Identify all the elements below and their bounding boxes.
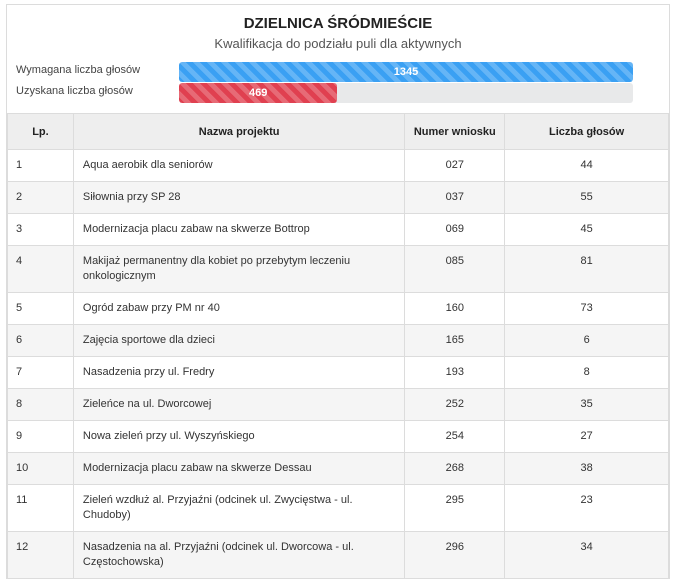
cell-votes: 23 [505,485,669,532]
cell-name: Nowa zieleń przy ul. Wyszyńskiego [73,421,404,453]
cell-lp: 1 [8,150,74,182]
obtained-votes-track [179,83,633,103]
table-row [8,485,669,532]
cell-name: Modernizacja placu zabaw na skwerze Dessau [73,453,404,485]
required-votes-bar: 1345 [179,62,633,82]
table-row [8,150,669,182]
cell-number: 193 [405,357,505,389]
page-subtitle: Kwalifikacja do podziału puli dla aktywnych [214,36,462,51]
table-row [8,325,669,357]
cell-lp: 11 [8,485,74,532]
cell-name: Ogród zabaw przy PM nr 40 [73,293,404,325]
cell-votes: 8 [505,357,669,389]
required-votes-track [179,62,633,82]
table-row [8,421,669,453]
cell-name: Zieleńce na ul. Dworcowej [73,389,404,421]
header-name: Nazwa projektu [73,114,404,150]
table-row [8,293,669,325]
page-title: DZIELNICA ŚRÓDMIEŚCIE [243,15,433,32]
cell-lp: 7 [8,357,74,389]
obtained-votes-label: Uzyskana liczba głosów [16,85,133,97]
cell-votes: 35 [505,389,669,421]
cell-name: Siłownia przy SP 28 [73,182,404,214]
table-row [8,532,669,579]
cell-votes: 55 [505,182,669,214]
required-votes-row [7,62,669,82]
cell-name: Aqua aerobik dla seniorów [73,150,404,182]
table-row [8,246,669,293]
cell-lp: 5 [8,293,74,325]
obtained-votes-row [7,83,669,103]
cell-votes: 73 [505,293,669,325]
cell-number: 085 [405,246,505,293]
obtained-votes-bar: 469 [179,83,337,103]
cell-votes: 27 [505,421,669,453]
cell-votes: 45 [505,214,669,246]
cell-number: 165 [405,325,505,357]
required-votes-label: Wymagana liczba głosów [16,64,141,76]
cell-name: Nasadzenia przy ul. Fredry [73,357,404,389]
cell-lp: 9 [8,421,74,453]
table-row [8,389,669,421]
cell-number: 296 [405,532,505,579]
table-row [8,214,669,246]
cell-lp: 6 [8,325,74,357]
cell-number: 252 [405,389,505,421]
header-number: Numer wniosku [405,114,505,150]
cell-number: 254 [405,421,505,453]
header-votes: Liczba głosów [505,114,669,150]
table-row [8,357,669,389]
cell-name: Zieleń wzdłuż al. Przyjaźni (odcinek ul. Zwycięstwa - ul. Chudoby) [73,485,404,532]
projects-table [7,113,669,579]
cell-number: 037 [405,182,505,214]
cell-votes: 38 [505,453,669,485]
header-lp: Lp. [8,114,74,150]
cell-votes: 34 [505,532,669,579]
cell-name: Modernizacja placu zabaw na skwerze Bottrop [73,214,404,246]
cell-lp: 12 [8,532,74,579]
cell-votes: 44 [505,150,669,182]
cell-name: Makijaż permanentny dla kobiet po przebytym leczeniu onkologicznym [73,246,404,293]
table-row [8,182,669,214]
cell-lp: 10 [8,453,74,485]
cell-number: 295 [405,485,505,532]
cell-votes: 81 [505,246,669,293]
cell-number: 027 [405,150,505,182]
cell-number: 268 [405,453,505,485]
cell-lp: 2 [8,182,74,214]
cell-name: Nasadzenia na al. Przyjaźni (odcinek ul. Dworcowa - ul. Częstochowska) [73,532,404,579]
table-row [8,453,669,485]
cell-lp: 3 [8,214,74,246]
cell-votes: 6 [505,325,669,357]
cell-number: 160 [405,293,505,325]
cell-name: Zajęcia sportowe dla dzieci [73,325,404,357]
district-card [6,4,670,579]
table-header-row [8,114,669,150]
cell-number: 069 [405,214,505,246]
cell-lp: 8 [8,389,74,421]
cell-lp: 4 [8,246,74,293]
